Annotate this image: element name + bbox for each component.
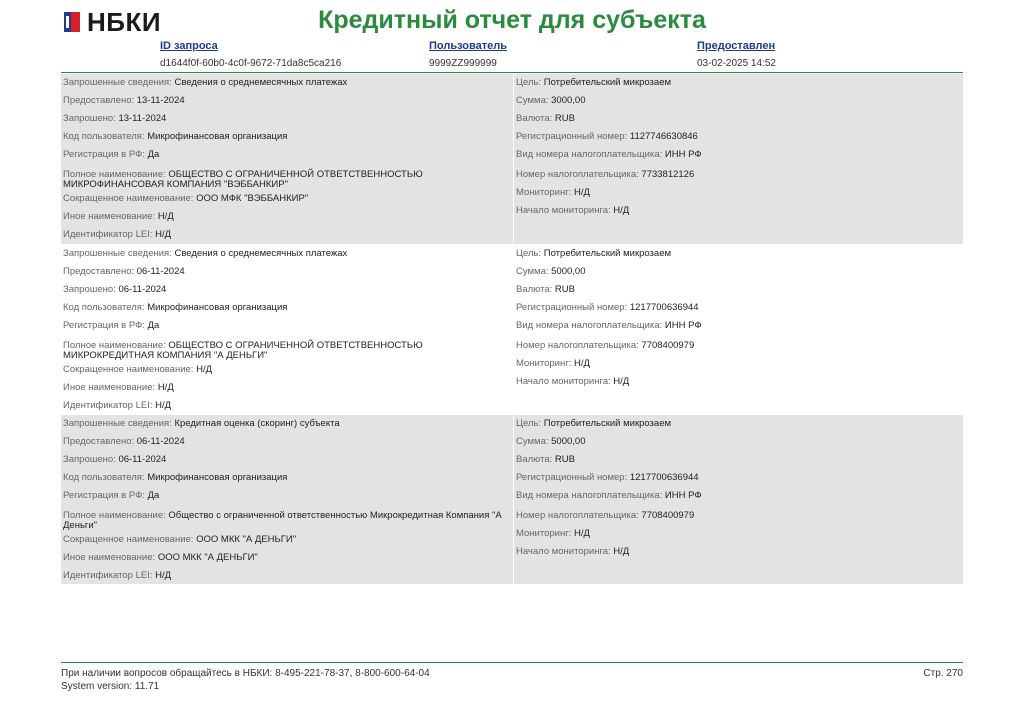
field-label: Вид номера налогоплательщика: [516,320,663,331]
field-value: Н/Д [613,546,630,557]
field-value: 06-11-2024 [118,284,167,295]
field-row [63,419,340,429]
provided-label: Предоставлен [697,40,776,52]
field-row [516,249,671,259]
page-title: Кредитный отчет для субъекта [318,6,706,34]
field-label: Регистрационный номер: [516,302,628,313]
field-row [63,267,185,277]
field-label: Идентификатор LEI: [63,400,153,411]
user-value: 9999ZZ999999 [429,58,497,69]
record-column-left [61,415,511,584]
field-value: 13-11-2024 [136,95,185,106]
field-value: Н/Д [613,205,630,216]
field-value: Н/Д [155,570,172,581]
field-label: Валюта: [516,284,553,295]
field-row [516,511,694,521]
field-label: Полное наименование: [63,510,166,521]
field-row [516,473,699,483]
field-row [516,341,694,351]
report-record [61,245,963,414]
field-value: 06-11-2024 [136,266,185,277]
field-value: RUB [554,454,575,465]
record-column-left [61,245,511,414]
field-row [516,267,585,277]
field-row [63,170,503,190]
field-value: Потребительский микрозаем [543,418,672,429]
field-label: Номер налогоплательщика: [516,510,639,521]
field-label: Номер налогоплательщика: [516,340,639,351]
field-label: Предоставлено: [63,436,135,447]
field-row [516,150,702,160]
field-row [516,547,629,557]
field-label: Вид номера налогоплательщика: [516,490,663,501]
field-label: Иное наименование: [63,211,156,222]
field-value: Н/Д [613,376,630,387]
field-label: Запрошено: [63,454,116,465]
field-value: Да [147,490,160,501]
record-column-right [513,74,964,244]
field-row [516,359,590,369]
user-label: Пользователь [429,40,508,52]
field-row [516,437,585,447]
field-row [63,383,174,393]
field-value: 1217700636944 [629,302,699,313]
field-row [516,78,671,88]
field-value: Микрофинансовая организация [147,131,288,142]
field-label: Мониторинг: [516,358,572,369]
field-row [63,212,174,222]
field-value: 06-11-2024 [136,436,185,447]
field-value: Микрофинансовая организация [147,472,288,483]
field-value: Потребительский микрозаем [543,248,672,259]
field-row [63,365,212,375]
field-label: Цель: [516,418,542,429]
field-row [63,341,503,361]
field-label: Запрошенные сведения: [63,418,172,429]
field-row [63,78,347,88]
field-value: Н/Д [155,229,172,240]
field-label: Мониторинг: [516,187,572,198]
field-value: ИНН РФ [664,149,702,160]
field-value: RUB [554,113,575,124]
field-label: Сокращенное наименование: [63,534,194,545]
field-row [63,249,347,259]
field-row [516,419,671,429]
field-label: Код пользователя: [63,131,145,142]
field-label: Вид номера налогоплательщика: [516,149,663,160]
field-row [516,529,590,539]
field-row [63,437,185,447]
field-label: Мониторинг: [516,528,572,539]
field-label: Номер налогоплательщика: [516,169,639,180]
field-value: Микрофинансовая организация [147,302,288,313]
report-record [61,415,963,584]
field-label: Запрошенные сведения: [63,77,172,88]
field-value: 1217700636944 [629,472,699,483]
field-label: Валюта: [516,113,553,124]
request-id-label: ID запроса [160,40,218,52]
field-row [516,206,629,216]
page-number: Стр. 270 [923,668,963,679]
field-label: Регистрация в РФ: [63,490,145,501]
field-row [63,303,287,313]
field-value: 3000,00 [551,95,586,106]
field-label: Полное наименование: [63,169,166,180]
field-value: Потребительский микрозаем [543,77,672,88]
field-row [516,303,699,313]
record-column-right [513,415,964,584]
field-label: Предоставлено: [63,266,135,277]
field-value: Н/Д [573,187,590,198]
field-value: Н/Д [573,528,590,539]
field-row [516,455,575,465]
field-value: ООО МКК "А ДЕНЬГИ" [196,534,297,545]
request-id-value: d1644f0f-60b0-4c0f-9672-71da8c5ca216 [160,58,342,69]
field-value: 5000,00 [551,266,586,277]
field-label: Регистрация в РФ: [63,149,145,160]
field-value: Н/Д [196,364,213,375]
field-value: 13-11-2024 [118,113,167,124]
field-value: ИНН РФ [664,490,702,501]
provided-block [697,40,776,69]
field-value: 7708400979 [641,340,695,351]
field-value: ООО МКК "А ДЕНЬГИ" [157,552,258,563]
field-row [63,114,166,124]
field-label: Сумма: [516,266,549,277]
field-label: Иное наименование: [63,382,156,393]
provided-value: 03-02-2025 14:52 [697,58,776,69]
field-label: Начало мониторинга: [516,205,611,216]
footer-version: System version: 11.71 [61,681,160,692]
request-id-block [160,40,341,69]
header-divider [61,72,963,73]
field-label: Сокращенное наименование: [63,193,194,204]
field-row [63,473,287,483]
field-row [516,188,590,198]
logo-text: НБКИ [87,6,162,37]
field-row [516,285,575,295]
field-label: Сумма: [516,95,549,106]
field-value: Да [147,320,160,331]
footer-contact: При наличии вопросов обращайтесь в НБКИ: 8-495-221-78-37, 8-800-600-64-04 [61,668,430,679]
field-row [516,96,585,106]
field-row [63,571,171,581]
field-value: Н/Д [157,211,174,222]
field-value: 7708400979 [641,510,695,521]
field-value: Сведения о среднемесячных платежах [174,77,348,88]
field-label: Идентификатор LEI: [63,570,153,581]
field-label: Валюта: [516,454,553,465]
report-record [61,74,963,244]
field-label: Предоставлено: [63,95,135,106]
field-label: Код пользователя: [63,302,145,313]
field-row [516,132,698,142]
field-row [516,377,629,387]
user-block [429,40,507,69]
field-row [516,170,694,180]
field-value: 1127746630846 [629,131,698,142]
field-value: Да [147,149,160,160]
field-label: Регистрация в РФ: [63,320,145,331]
field-value: ИНН РФ [664,320,702,331]
field-label: Сокращенное наименование: [63,364,194,375]
field-row [516,321,702,331]
field-row [63,96,185,106]
field-row [63,553,258,563]
field-row [63,535,296,545]
field-value: ООО МФК "ВЭББАНКИР" [196,193,309,204]
record-column-right [513,245,964,414]
field-value: Кредитная оценка (скоринг) субъекта [174,418,340,429]
field-label: Начало мониторинга: [516,546,611,557]
field-row [63,132,287,142]
field-label: Цель: [516,248,542,259]
field-row [63,491,159,501]
field-row [63,150,159,160]
field-label: Регистрационный номер: [516,472,628,483]
field-value: Сведения о среднемесячных платежах [174,248,348,259]
field-value: Н/Д [573,358,590,369]
field-label: Регистрационный номер: [516,131,628,142]
field-row [516,114,575,124]
field-label: Запрошенные сведения: [63,248,172,259]
field-value: Н/Д [157,382,174,393]
field-label: Запрошено: [63,284,116,295]
field-value: 7733812126 [641,169,695,180]
field-row [516,491,702,501]
field-row [63,511,503,531]
field-value: Н/Д [155,400,172,411]
record-column-left [61,74,511,244]
field-value: Общество с ограниченной ответственностью Микрокредитная Компания "А Деньги" [63,510,502,531]
field-label: Цель: [516,77,542,88]
field-value: 5000,00 [551,436,586,447]
field-row [63,230,171,240]
field-row [63,401,171,411]
field-label: Идентификатор LEI: [63,229,153,240]
field-label: Код пользователя: [63,472,145,483]
field-label: Начало мониторинга: [516,376,611,387]
footer-divider [61,662,963,663]
field-label: Полное наименование: [63,340,166,351]
field-label: Иное наименование: [63,552,156,563]
field-label: Запрошено: [63,113,116,124]
field-row [63,194,308,204]
field-label: Сумма: [516,436,549,447]
field-value: 06-11-2024 [118,454,167,465]
field-value: ОБЩЕСТВО С ОГРАНИЧЕННОЙ ОТВЕТСТВЕННОСТЬЮ МИКРОФИНАНСОВАЯ КОМПАНИЯ "ВЭББАНКИР" [63,169,423,190]
field-row [63,455,166,465]
field-row [63,285,166,295]
field-value: ОБЩЕСТВО С ОГРАНИЧЕННОЙ ОТВЕТСТВЕННОСТЬЮ МИКРОКРЕДИТНАЯ КОМПАНИЯ "А ДЕНЬГИ" [63,340,423,361]
field-row [63,321,159,331]
field-value: RUB [554,284,575,295]
